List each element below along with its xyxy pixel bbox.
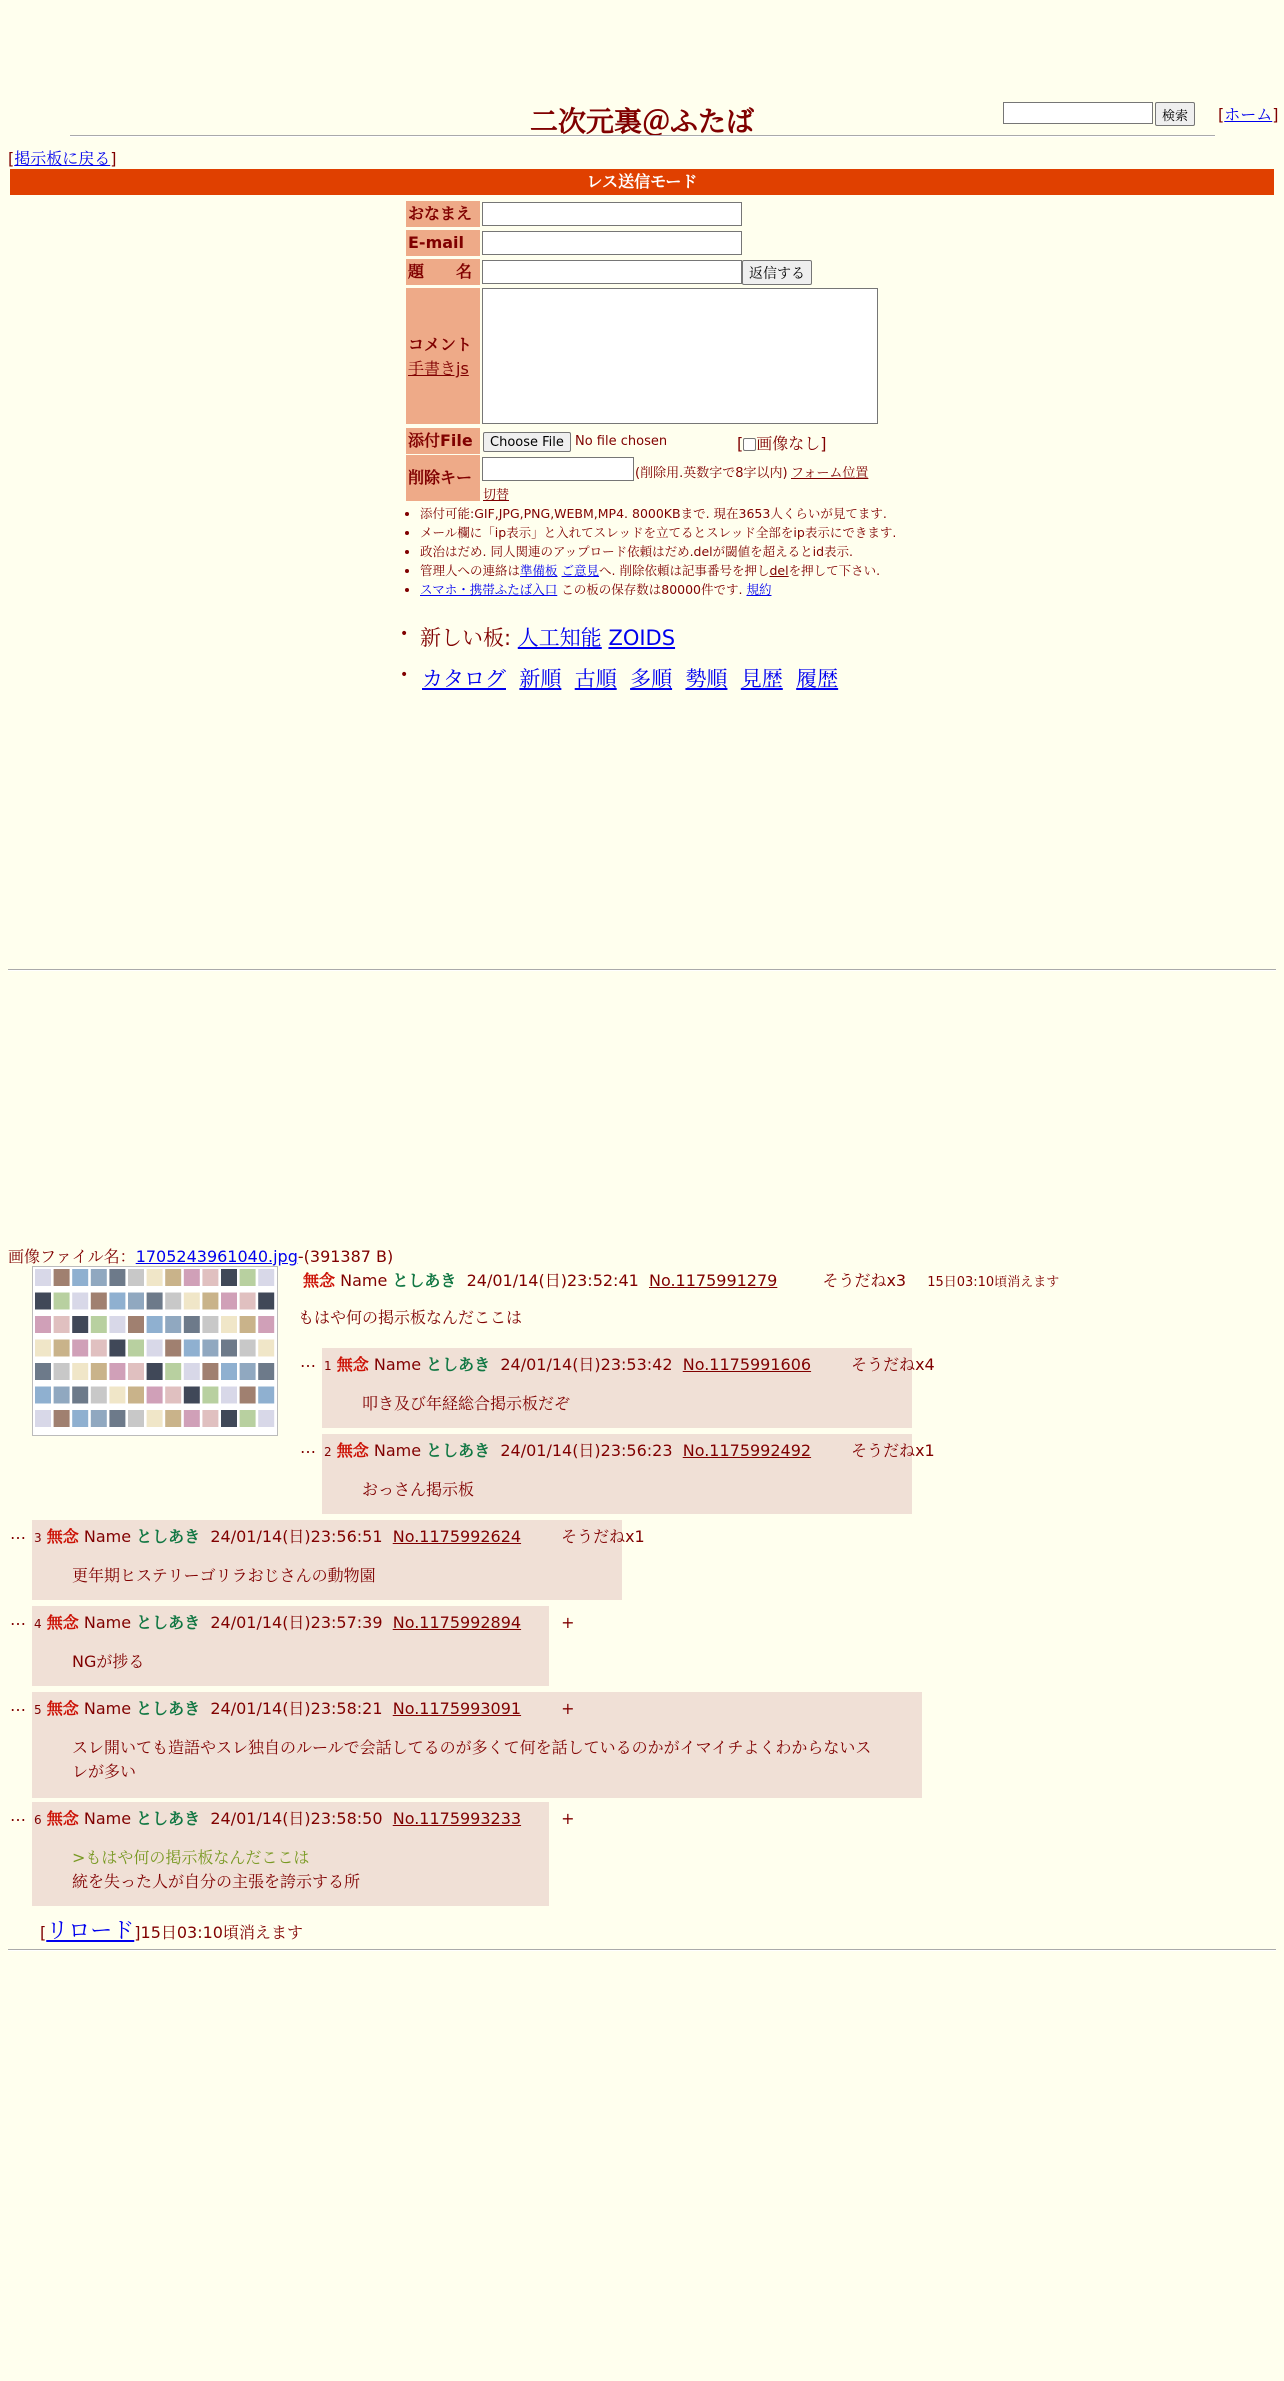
reply-soudane[interactable]: + bbox=[561, 1699, 575, 1718]
name-label: おなまえ bbox=[406, 201, 480, 227]
thumbnail-tile bbox=[240, 1410, 256, 1427]
sort-momentum-link[interactable]: 勢順 bbox=[685, 667, 728, 691]
thumbnail-tile bbox=[221, 1363, 237, 1380]
thumbnail-tile bbox=[184, 1293, 200, 1310]
back-to-board-link[interactable]: 掲示板に戻る bbox=[14, 149, 111, 168]
thumbnail-tile bbox=[128, 1269, 144, 1286]
reply-dots: … bbox=[300, 1438, 316, 1457]
thumbnail-tile bbox=[184, 1363, 200, 1380]
op-body: もはや何の掲示板なんだここは bbox=[298, 1308, 523, 1327]
thumbnail-tile bbox=[128, 1387, 144, 1404]
thumbnail-tile bbox=[240, 1269, 256, 1286]
thumbnail-tile bbox=[128, 1340, 144, 1357]
thumbnail-tile bbox=[221, 1316, 237, 1333]
reply-number[interactable]: No.1175991606 bbox=[682, 1355, 812, 1374]
reply-post bbox=[32, 1520, 645, 1600]
reply-date: 24/01/14(日)23:56:23 bbox=[500, 1441, 673, 1460]
thumbnail-tile bbox=[91, 1410, 107, 1427]
reply-post bbox=[32, 1692, 922, 1798]
name-input[interactable] bbox=[482, 202, 742, 226]
thumbnail-tile bbox=[147, 1316, 163, 1333]
board-link-zoids[interactable]: ZOIDS bbox=[608, 626, 676, 650]
thumbnail-tile bbox=[109, 1293, 125, 1310]
thumbnail-tile bbox=[258, 1293, 274, 1310]
thumbnail-tile bbox=[109, 1363, 125, 1380]
reply-index: 6 bbox=[34, 1813, 42, 1827]
sort-many-link[interactable]: 多順 bbox=[630, 667, 673, 691]
no-file-text: No file chosen bbox=[575, 434, 668, 449]
op-subject: 無念 bbox=[303, 1271, 336, 1290]
thumbnail-tile bbox=[109, 1340, 125, 1357]
thumbnail-tile bbox=[147, 1269, 163, 1286]
thumbnail-tile bbox=[54, 1293, 70, 1310]
reply-mode-bar: レス送信モード bbox=[10, 169, 1274, 195]
op-header: 無念 Name としあき 24/01/14(日)23:52:41 No.1175991279 そうだねx3 15日03:10頃消えます bbox=[303, 1271, 1060, 1290]
junbi-board-link[interactable]: 準備板 bbox=[520, 563, 558, 578]
thumbnail-tile bbox=[165, 1293, 181, 1310]
reply-name: としあき bbox=[136, 1699, 201, 1718]
thumbnail-tile bbox=[35, 1293, 51, 1310]
reply-number[interactable]: No.1175993091 bbox=[392, 1699, 522, 1718]
reload-row: [リロード]15日03:10頃消えます bbox=[40, 1919, 303, 1944]
thumbnail-tile bbox=[202, 1363, 218, 1380]
thumbnail-tile bbox=[165, 1269, 181, 1286]
reply-dots: … bbox=[10, 1610, 26, 1629]
reply-dots: … bbox=[10, 1524, 26, 1543]
thumbnail-tile bbox=[109, 1316, 125, 1333]
reply-body-line: レが多い bbox=[72, 1762, 137, 1781]
reply-date: 24/01/14(日)23:58:21 bbox=[210, 1699, 383, 1718]
reply-date: 24/01/14(日)23:57:39 bbox=[210, 1613, 383, 1632]
home-link-wrap: [ホーム] bbox=[1218, 105, 1279, 124]
choose-file-button[interactable]: Choose File bbox=[483, 432, 571, 452]
email-input[interactable] bbox=[482, 231, 742, 255]
reply-number[interactable]: No.1175993233 bbox=[392, 1809, 522, 1828]
thumbnail-tile bbox=[202, 1269, 218, 1286]
sort-new-link[interactable]: 新順 bbox=[519, 667, 562, 691]
thumbnail-tile bbox=[240, 1316, 256, 1333]
reply-subject: 無念 bbox=[46, 1699, 79, 1718]
thumbnail-tile bbox=[54, 1316, 70, 1333]
thumbnail-tile bbox=[147, 1387, 163, 1404]
thumbnail-tile bbox=[54, 1387, 70, 1404]
thumbnail-tile bbox=[91, 1316, 107, 1333]
new-boards-item: • 新しい板: 人工知能 ZOIDS bbox=[400, 626, 676, 650]
thumbnail-tile bbox=[258, 1363, 274, 1380]
reply-header: 3 無念 Name としあき 24/01/14(日)23:56:51 No.1175992624 そうだねx1 bbox=[34, 1527, 645, 1546]
reply-body-line: スレ開いても造語やスレ独自のルールで会話してるのが多くて何を話しているのかがイマイチよくわからないス bbox=[72, 1738, 872, 1757]
reply-header: 2 無念 Name としあき 24/01/14(日)23:56:23 No.1175992492 そうだねx1 bbox=[324, 1441, 935, 1460]
reply-name: としあき bbox=[136, 1809, 201, 1828]
reply-index: 4 bbox=[34, 1617, 42, 1631]
reply-subject: 無念 bbox=[46, 1527, 79, 1546]
thumbnail-tile bbox=[91, 1340, 107, 1357]
reply-subject: 無念 bbox=[46, 1613, 79, 1632]
reply-body-line: 統を失った人が自分の主張を誇示する所 bbox=[72, 1872, 361, 1891]
reply-post bbox=[32, 1802, 575, 1906]
thumbnail-tile bbox=[221, 1387, 237, 1404]
thumbnail-tile bbox=[54, 1340, 70, 1357]
header-divider bbox=[70, 135, 1215, 137]
thumbnail-tile bbox=[72, 1363, 88, 1380]
thumbnail-tile bbox=[128, 1293, 144, 1310]
rule-item: • 政治はだめ. 同人関連のアップロード依頼はだめ.delが閾値を超えるとid表示. bbox=[420, 542, 920, 561]
file-name-link[interactable]: 1705243961040.jpg bbox=[135, 1247, 298, 1266]
file-label: 添付File bbox=[406, 428, 480, 454]
thumbnail-tile bbox=[221, 1269, 237, 1286]
thumbnail-grid-graphic bbox=[33, 1267, 277, 1435]
rule-item: • 管理人への連絡は準備板 ご意見へ. 削除依頼は記事番号を押しdelを押して下さい. bbox=[420, 561, 920, 580]
back-link-wrap: [掲示板に戻る] bbox=[8, 149, 117, 168]
reply-post bbox=[32, 1606, 575, 1686]
reply-subject: 無念 bbox=[336, 1441, 369, 1460]
board-title: 二次元裏＠ふたば bbox=[529, 105, 754, 138]
del-link[interactable]: del bbox=[769, 563, 789, 578]
thumbnail-tile bbox=[35, 1316, 51, 1333]
thumbnail-tile bbox=[202, 1316, 218, 1333]
form-switch-link[interactable]: 切替 bbox=[483, 488, 510, 503]
thumbnail-tile bbox=[147, 1340, 163, 1357]
thumbnail-tile bbox=[72, 1340, 88, 1357]
terms-link[interactable]: 規約 bbox=[746, 582, 772, 597]
reply-header: 5 無念 Name としあき 24/01/14(日)23:58:21 No.1175993091 + bbox=[34, 1699, 575, 1718]
goiken-link[interactable]: ご意見 bbox=[561, 563, 600, 578]
thumbnail-tile bbox=[128, 1316, 144, 1333]
delkey-note: (削除用.英数字で8字以内) bbox=[635, 466, 788, 481]
thumbnail-tile bbox=[258, 1316, 274, 1333]
sort-old-link[interactable]: 古順 bbox=[574, 667, 617, 691]
post-history-link[interactable]: 履歴 bbox=[796, 667, 839, 691]
reply-soudane[interactable]: そうだねx4 bbox=[851, 1355, 935, 1374]
reply-post bbox=[322, 1434, 935, 1514]
thumbnail-tile bbox=[240, 1363, 256, 1380]
thumbnail-tile bbox=[72, 1387, 88, 1404]
thumbnail-tile bbox=[128, 1363, 144, 1380]
thumbnail-tile bbox=[54, 1410, 70, 1427]
thumbnail-tile bbox=[91, 1269, 107, 1286]
thumbnail-tile bbox=[258, 1410, 274, 1427]
op-date: 24/01/14(日)23:52:41 bbox=[466, 1271, 639, 1290]
op-number[interactable]: No.1175991279 bbox=[648, 1271, 778, 1290]
noimage-wrap: [ 画像なし] bbox=[737, 434, 827, 453]
submit-reply-button[interactable]: 返信する bbox=[742, 260, 812, 285]
comment-textarea[interactable] bbox=[482, 288, 878, 424]
reply-date: 24/01/14(日)23:53:42 bbox=[500, 1355, 673, 1374]
delkey-input[interactable] bbox=[482, 457, 634, 481]
footer-divider bbox=[8, 1949, 1276, 1951]
thumbnail-tile bbox=[240, 1340, 256, 1357]
noimage-label: 画像なし bbox=[756, 434, 821, 453]
reply-date: 24/01/14(日)23:56:51 bbox=[210, 1527, 383, 1546]
reply-body-line: NGが捗る bbox=[72, 1652, 145, 1671]
reply-dots: … bbox=[10, 1696, 26, 1715]
subject-label: 題 名 bbox=[406, 259, 480, 285]
reply-body-line: 更年期ヒステリーゴリラおじさんの動物園 bbox=[72, 1566, 376, 1585]
thumbnail-tile bbox=[91, 1387, 107, 1404]
thumbnail-tile bbox=[184, 1410, 200, 1427]
thumbnail-tile bbox=[91, 1363, 107, 1380]
thumbnail-tile bbox=[35, 1340, 51, 1357]
thumbnail-tile bbox=[165, 1316, 181, 1333]
reply-post bbox=[322, 1348, 935, 1428]
footer-expire: 15日03:10頃消えます bbox=[140, 1923, 303, 1942]
thumbnail-tile bbox=[221, 1410, 237, 1427]
thumbnail-tile bbox=[35, 1387, 51, 1404]
thread-thumbnail-image[interactable] bbox=[32, 1266, 278, 1436]
thumbnail-tile bbox=[258, 1387, 274, 1404]
thumbnail-tile bbox=[165, 1340, 181, 1357]
reply-index: 2 bbox=[324, 1445, 332, 1459]
email-label: E-mail bbox=[406, 230, 480, 256]
thumbnail-tile bbox=[147, 1363, 163, 1380]
thumbnail-tile bbox=[54, 1269, 70, 1286]
thumbnail-tile bbox=[54, 1363, 70, 1380]
thumbnail-tile bbox=[72, 1316, 88, 1333]
rule-item: • 添付可能:GIF,JPG,PNG,WEBM,MP4. 8000KBまで. 現在3653人くらいが見てます. bbox=[420, 504, 920, 523]
file-info: 画像ファイル名：1705243961040.jpg-(391387 B) bbox=[8, 1247, 394, 1266]
thumbnail-tile bbox=[202, 1340, 218, 1357]
rule-item: • メール欄に「ip表示」と入れてスレッドを立てるとスレッド全部をip表示にできます. bbox=[420, 523, 920, 542]
reply-header: 1 無念 Name としあき 24/01/14(日)23:53:42 No.1175991606 そうだねx4 bbox=[324, 1355, 935, 1374]
reply-subject: 無念 bbox=[46, 1809, 79, 1828]
subject-input[interactable] bbox=[482, 260, 742, 284]
reply-dots: … bbox=[300, 1352, 316, 1371]
thumbnail-tile bbox=[109, 1269, 125, 1286]
comment-label: コメント bbox=[408, 335, 473, 354]
reply-dots: … bbox=[10, 1806, 26, 1825]
thumbnail-tile bbox=[240, 1293, 256, 1310]
reply-soudane[interactable]: + bbox=[561, 1613, 575, 1632]
thumbnail-tile bbox=[128, 1410, 144, 1427]
reply-body-line: 叩き及び年経総合掲示板だぞ bbox=[362, 1394, 571, 1413]
reply-name: としあき bbox=[136, 1527, 201, 1546]
reply-number[interactable]: No.1175992492 bbox=[682, 1441, 812, 1460]
thumbnail-tile bbox=[72, 1410, 88, 1427]
thumbnail-tile bbox=[240, 1387, 256, 1404]
mobile-entrance-link[interactable]: スマホ・携帯ふたば入口 bbox=[420, 582, 558, 597]
thumbnail-tile bbox=[165, 1363, 181, 1380]
thumbnail-tile bbox=[91, 1293, 107, 1310]
viewed-history-link[interactable]: 見歴 bbox=[740, 667, 783, 691]
reply-name: としあき bbox=[426, 1355, 491, 1374]
form-position-link[interactable]: フォーム位置 bbox=[791, 466, 869, 481]
thumbnail-tile bbox=[221, 1293, 237, 1310]
reply-number[interactable]: No.1175992894 bbox=[392, 1613, 522, 1632]
thumbnail-tile bbox=[35, 1363, 51, 1380]
thumbnail-tile bbox=[202, 1387, 218, 1404]
reply-quote: >もはや何の掲示板なんだここは bbox=[72, 1848, 310, 1867]
thumbnail-tile bbox=[147, 1410, 163, 1427]
thumbnail-tile bbox=[184, 1269, 200, 1286]
reply-index: 3 bbox=[34, 1531, 42, 1545]
reply-number[interactable]: No.1175992624 bbox=[392, 1527, 522, 1546]
op-name: としあき bbox=[392, 1271, 457, 1290]
rules-list bbox=[400, 504, 920, 599]
rule-item: • スマホ・携帯ふたば入口 この板の保存数は80000件です. 規約 bbox=[420, 580, 920, 599]
thumbnail-tile bbox=[184, 1340, 200, 1357]
thumbnail-tile bbox=[72, 1293, 88, 1310]
section-divider bbox=[8, 969, 1276, 971]
reload-link[interactable]: リロード bbox=[46, 1919, 135, 1944]
search-button[interactable]: 検索 bbox=[1155, 102, 1195, 126]
thumbnail-tile bbox=[258, 1269, 274, 1286]
tegaki-link[interactable]: 手書きjs bbox=[408, 359, 469, 378]
comment-label-cell bbox=[406, 288, 480, 424]
catalog-nav: • カタログ 新順 古順 多順 勢順 見歴 履歴 bbox=[400, 667, 839, 691]
reply-date: 24/01/14(日)23:58:50 bbox=[210, 1809, 383, 1828]
op-expire: 15日03:10頃消えます bbox=[927, 1275, 1060, 1290]
reply-header: 4 無念 Name としあき 24/01/14(日)23:57:39 No.1175992894 + bbox=[34, 1613, 575, 1632]
new-boards-label: 新しい板: bbox=[420, 626, 512, 650]
thumbnail-tile bbox=[165, 1410, 181, 1427]
reply-name: としあき bbox=[136, 1613, 201, 1632]
catalog-link[interactable]: カタログ bbox=[422, 667, 506, 691]
reply-name: としあき bbox=[426, 1441, 491, 1460]
thumbnail-tile bbox=[147, 1293, 163, 1310]
op-soudane[interactable]: そうだねx3 bbox=[822, 1271, 907, 1290]
thumbnail-tile bbox=[35, 1269, 51, 1286]
reply-index: 1 bbox=[324, 1359, 332, 1373]
delkey-label: 削除キー bbox=[406, 455, 480, 501]
thumbnail-tile bbox=[109, 1410, 125, 1427]
board-link-ai[interactable]: 人工知能 bbox=[517, 626, 602, 650]
thumbnail-tile bbox=[184, 1387, 200, 1404]
noimage-checkbox[interactable] bbox=[743, 438, 756, 451]
thumbnail-tile bbox=[221, 1340, 237, 1357]
thumbnail-tile bbox=[72, 1269, 88, 1286]
reply-subject: 無念 bbox=[336, 1355, 369, 1374]
home-link[interactable]: ホーム bbox=[1224, 105, 1273, 124]
thumbnail-tile bbox=[184, 1316, 200, 1333]
thumbnail-tile bbox=[202, 1410, 218, 1427]
reply-header: 6 無念 Name としあき 24/01/14(日)23:58:50 No.1175993233 + bbox=[34, 1809, 575, 1828]
reply-soudane[interactable]: そうだねx1 bbox=[851, 1441, 935, 1460]
reply-soudane[interactable]: + bbox=[561, 1809, 575, 1828]
reply-soudane[interactable]: そうだねx1 bbox=[561, 1527, 645, 1546]
thumbnail-tile bbox=[258, 1340, 274, 1357]
thumbnail-tile bbox=[35, 1410, 51, 1427]
thumbnail-tile bbox=[202, 1293, 218, 1310]
reply-body-line: おっさん掲示板 bbox=[362, 1480, 475, 1499]
search-input[interactable] bbox=[1003, 102, 1153, 124]
reply-index: 5 bbox=[34, 1703, 42, 1717]
thumbnail-tile bbox=[109, 1387, 125, 1404]
thumbnail-tile bbox=[165, 1387, 181, 1404]
